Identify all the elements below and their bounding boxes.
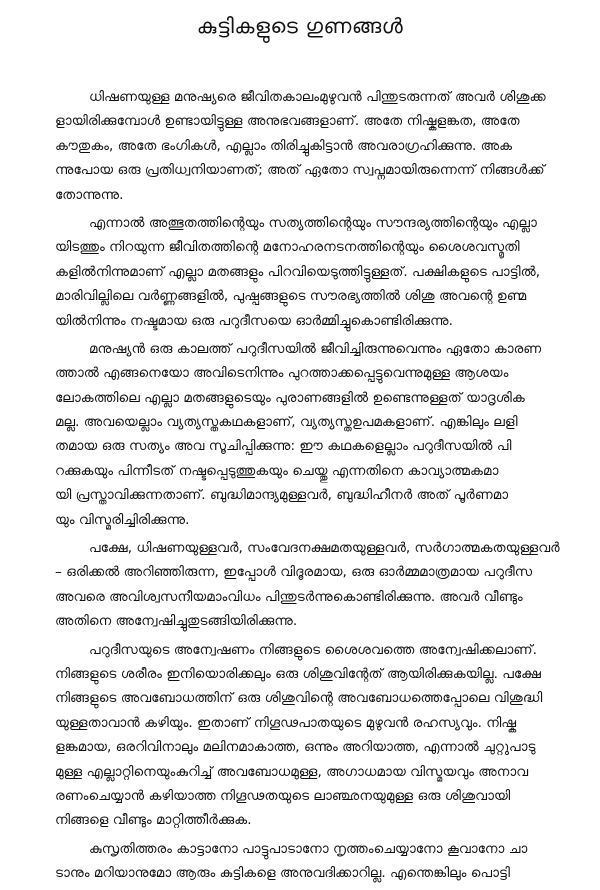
- paragraph-2: [55, 211, 575, 333]
- text-line: തമായ ഒരു സത്യം അവ സൂചിപ്പിക്കുന്നു: ഈ കഥകളെല്ലാം പറുദീസയിൽ പി: [55, 438, 512, 455]
- text-line: കുസൃതിത്തരം കാട്ടാനോ പാട്ടുപാടാനോ നൃത്തംചെയ്യാനോ കൂവാനോ ചാ: [89, 840, 528, 857]
- paragraph-6: [55, 837, 575, 886]
- text-line: നിങ്ങളെ വീണ്ടും മാറ്റിത്തീർക്കുക.: [55, 812, 252, 829]
- text-line: ധിഷണയുള്ള മനുഷ്യരെ ജീവിതകാലംമുഴുവൻ പിന്തുടരുന്നത് അവർ ശിശുക്ക: [89, 89, 546, 105]
- text-line: – ഒരിക്കൽ അറിഞ്ഞിരുന്ന, ഇപ്പോൾ വിദൂരമായ, ഒരു ഓർമ്മമാത്രമായ പറുദീസ: [55, 564, 533, 581]
- text-line: എന്നാൽ അത്ഭുതത്തിന്റെയും സത്യത്തിന്റെയും സൗന്ദര്യത്തിന്റെയും എല്ലാ: [89, 214, 537, 231]
- paragraph-4: [55, 536, 575, 634]
- text-line: കൗതുകം, അതേ ഭംഗികൾ, എല്ലാം തിരിച്ചുകിട്ടാൻ അവരാഗ്രഹിക്കുന്നു. അക: [55, 137, 513, 154]
- text-line: നിങ്ങളുടെ അവബോധത്തിന് ഒരു ശിശുവിന്റെ അവബോധത്തെപ്പോലെ വിശുദ്ധി: [55, 690, 543, 707]
- text-line: ളങ്കമായ, ഒരറിവിനാലും മലിനമാകാത്ത, ഒന്നും അറിയാത്ത, എന്നാൽ ചുറ്റുപാടു: [55, 739, 536, 756]
- text-line: ടാനും മറിയാനുമോ ആരും കുട്ടികളെ അനുവദിക്കാറില്ല. എന്തെങ്കിലും പൊട്ടി: [55, 865, 510, 882]
- text-line: അവരെ അവിശ്വസനീയമാംവിധം പിന്തുടർന്നുകൊണ്ടിരിക്കുന്നു. അവർ വീണ്ടും: [55, 588, 523, 605]
- page-title: കുട്ടികളുടെ ഗുണങ്ങൾ: [196, 14, 404, 38]
- text-line: അതിനെ അന്വേഷിച്ചുതുടങ്ങിയിരിക്കുന്നു.: [55, 613, 298, 630]
- text-line: യിടത്തും നിറയുന്ന ജീവിതത്തിന്റെ മനോഹരനടനത്തിന്റെയും ശൈശവസ്മൃതി: [55, 239, 520, 256]
- text-line: റക്കുകയും പിന്നീടത് നഷ്ടപ്പെടുത്തുകയും ചെയ്തു എന്നതിനെ കാവ്യാത്മകമാ: [55, 462, 499, 479]
- text-line: യും വിസ്മരിച്ചിരിക്കുന്നു.: [55, 511, 190, 528]
- text-line: മാരിവില്ലിലെ വർണ്ണങ്ങളിൽ, പുഷ്പങ്ങളുടെ സൗരഭ്യത്തിൽ ശിശു അവന്റെ ഉണ്മ: [55, 288, 527, 305]
- text-line: ലോകത്തിലെ എല്ലാ മതങ്ങളുടെയും പുരാണങ്ങളിൽ ഉണ്ടെന്നുള്ളത് യാദൃശിക: [55, 389, 525, 406]
- text-line: രണംചെയ്യാൻ കഴിയാത്ത നിഗൂഢതയുടെ ലാഞ്ഛനയുമുള്ള ഒരു ശിശുവായി: [55, 787, 511, 804]
- body-text: [55, 85, 575, 890]
- paragraph-1: [55, 85, 575, 207]
- text-line: യി പ്രസ്താവിക്കുന്നതാണ്. ബുദ്ധിമാന്ദ്യമുള്ളവർ, ബുദ്ധിഹീനർ അത് പൂർണമാ: [55, 487, 509, 504]
- text-line: മുള്ള എല്ലാറ്റിനെയുംകുറിച്ച് അവബോധമുള്ള, അഗാധമായ വിസ്മയവും അനാവ: [55, 763, 529, 780]
- text-line: നിങ്ങളുടെ ശരീരം ഇനിയൊരിക്കലും ഒരു ശിശുവിന്റേത് ആയിരിക്കുകയില്ല. പക്ഷേ: [55, 665, 542, 682]
- text-line: പറുദീസയുടെ അന്വേഷണം നിങ്ങളുടെ ശൈശവത്തെ അന്വേഷിക്കലാണ്.: [89, 641, 537, 658]
- text-line: ത്താൽ എങ്ങനെയോ അവിടെനിന്നും പുറത്താക്കപ്പെട്ടുവെന്നുമുള്ള ആശയം: [55, 365, 509, 382]
- paragraph-5: [55, 638, 575, 833]
- text-line: മല്ല. അവയെല്ലാം വ്യത്യസ്തകഥകളാണ്, വ്യത്യസ്തഉപമകളാണ്. എങ്കിലും ലളി: [55, 414, 518, 431]
- text-line: കളിൽനിന്നുമാണ് എല്ലാ മതങ്ങളും പിറവിയെടുത്തിട്ടുള്ളത്. പക്ഷികളുടെ പാട്ടിൽ,: [55, 263, 541, 280]
- paragraph-3: [55, 337, 575, 532]
- text-line: ളായിരിക്കുമ്പോൾ ഉണ്ടായിട്ടുള്ള അനുഭവങ്ങളാണ്. അതേ നിഷ്കളങ്കത, അതേ: [55, 113, 520, 130]
- text-line: യുള്ളതാവാൻ കഴിയും. ഇതാണ് നിഗൂഢപാതയുടെ മുഴുവൻ രഹസ്യവും. നിഷ്ക: [55, 714, 517, 731]
- text-line: യിൽനിന്നും നഷ്ടമായ ഒരു പറുദീസയെ ഓർമ്മിച്ചുകൊണ്ടിരിക്കുന്നു.: [55, 312, 453, 329]
- text-line: മനുഷ്യൻ ഒരു കാലത്ത് പറുദീസയിൽ ജീവിച്ചിരുന്നുവെന്നും ഏതോ കാരണ: [89, 340, 542, 357]
- text-line: തോന്നുന്നു.: [55, 186, 124, 203]
- text-line: പക്ഷേ, ധിഷണയുള്ളവർ, സംവേദനക്ഷമതയുള്ളവർ, സർഗാത്മകതയുള്ളവർ: [89, 540, 560, 557]
- text-line: ന്നുപോയ ഒരു പ്രതിധ്വനിയാണത്; അത് ഏതോ സ്വപ്നമായിരുന്നെന്ന് നിങ്ങൾക്ക്: [55, 162, 545, 179]
